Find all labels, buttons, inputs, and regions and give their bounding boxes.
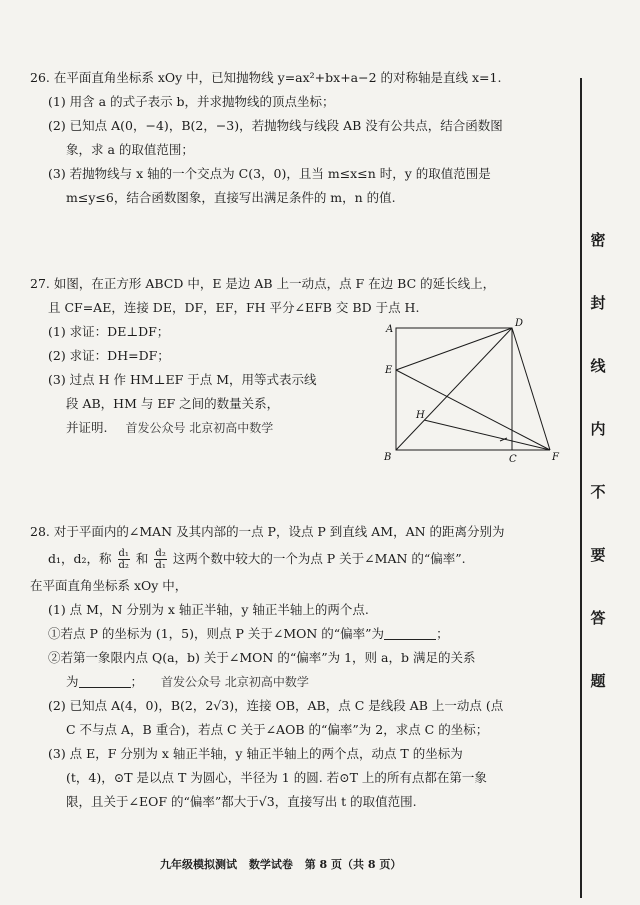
seal-notice [589,232,607,736]
label-d: D [515,318,524,329]
q28-part3-cont2: 限，且关于∠EOF 的“偏率”都大于√3，直接写出 t 的取值范围. [66,794,417,809]
q26-stem: 26. 在平面直角坐标系 xOy 中，已知抛物线 y=ax²+bx+a−2 的对称轴是直线 x=1. [30,70,502,85]
label-a: A [386,324,394,335]
seal-char: 不 [590,483,606,501]
q26-part1: (1) 用含 a 的式子表示 b，并求抛物线的顶点坐标； [48,94,335,109]
answer-blank-1 [384,625,436,640]
q26-part3: (3) 若抛物线与 x 轴的一个交点为 C(3，0)，且当 m≤x≤n 时，y 的取值范围是 [48,166,491,181]
segment-de [396,328,512,370]
page-footer [160,856,409,872]
label-f: F [552,452,559,463]
q27-part3-end: 并证明. [66,420,108,435]
watermark-text: 首发公众号 北京初高中数学 [125,421,274,435]
footer-page: 第 8 页（共 8 页） [304,858,402,871]
label-c: C [509,454,517,464]
seal-char: 内 [590,420,606,438]
q28-stem-b: 和 [135,551,149,566]
question-26 [30,66,570,210]
label-b: B [384,452,392,463]
label-e: E [385,365,393,376]
footer-subject: 数学试卷 [248,858,293,871]
footer-exam: 九年级模拟测试 [160,858,237,871]
q28-stem-a: d₁，d₂，称 [48,551,112,566]
q26-part3-cont: m≤y≤6，结合函数图象，直接写出满足条件的 m，n 的值. [66,190,396,205]
seal-char: 答 [590,609,606,627]
q27-part2: (2) 求证：DH=DF； [48,348,170,363]
segment-df [512,328,550,450]
seal-char: 题 [590,672,606,690]
q27-stem-cont: 且 CF=AE，连接 DE，DF，EF，FH 平分∠EFB 交 BD 于点 H. [48,300,420,315]
q28-context: 在平面直角坐标系 xOy 中， [30,578,188,593]
q28-part3: (3) 点 E，F 分别为 x 轴正半轴，y 轴正半轴上的两个点，动点 T 的坐标为 [48,746,463,761]
q28-stem-cont [30,544,570,574]
label-h: H [416,410,425,421]
q28-stem-c: 这两个数中较大的一个为点 P 关于∠MAN 的“偏率”. [172,551,466,566]
seal-line [580,78,582,898]
watermark-text-2: 首发公众号 北京初高中数学 [161,675,309,689]
seal-char: 线 [590,357,606,375]
q28-part1-sub2-cont: 为 ； 首发公众号 北京初高中数学 [66,674,309,689]
q27-stem: 27. 如图，在正方形 ABCD 中，E 是边 AB 上一动点，点 F 在边 BC 的延长线上， [30,276,496,291]
q28-stem: 28. 对于平面内的∠MAN 及其内部的一点 P，设点 P 到直线 AM，AN 的距离分别为 [30,524,505,539]
q28-part1-sub2: ②若第一象限内点 Q(a，b) 关于∠MON 的“偏率”为 1，则 a，b 满足的关系 [48,650,476,665]
answer-blank-2 [79,673,131,688]
segment-fh [424,420,550,450]
q28-part1: (1) 点 M，N 分别为 x 轴正半轴，y 轴正半轴上的两个点. [48,602,369,617]
square-figure [378,314,568,464]
q26-part2: (2) 已知点 A(0，−4)，B(2，−3)，若抛物线与线段 AB 没有公共点，结合函数图 [48,118,503,133]
q28-part3-cont: (t，4)，⊙T 是以点 T 为圆心，半径为 1 的圆. 若⊙T 上的所有点都在第一象 [66,770,487,785]
seal-char: 封 [590,294,606,312]
fraction-d1-d2: $\frac{\text{d₁}}{\text{d₂}}$ [118,548,129,571]
q26-part2-cont: 象，求 a 的取值范围； [66,142,194,157]
seal-char: 要 [590,546,606,564]
seal-char: 密 [590,231,606,249]
diagonal-bd [396,328,512,450]
q28-part2-cont: C 不与点 A，B 重合)，若点 C 关于∠AOB 的“偏率”为 2，求点 C 的坐标； [66,722,489,737]
q27-part1: (1) 求证：DE⊥DF； [48,324,170,339]
fraction-d2-d1: $\frac{\text{d₂}}{\text{d₁}}$ [155,548,166,571]
question-28 [30,520,570,814]
q27-part3-cont: 段 AB，HM 与 EF 之间的数量关系， [66,396,280,411]
q27-part3: (3) 过点 H 作 HM⊥EF 于点 M，用等式表示线 [48,372,317,387]
q28-part2: (2) 已知点 A(4，0)，B(2，2√3)，连接 OB，AB，点 C 是线段 AB 上一动点 (点 [48,698,504,713]
q28-part1-sub1: ①若点 P 的坐标为 (1，5)，则点 P 关于∠MON 的“偏率”为 ； [48,626,449,641]
